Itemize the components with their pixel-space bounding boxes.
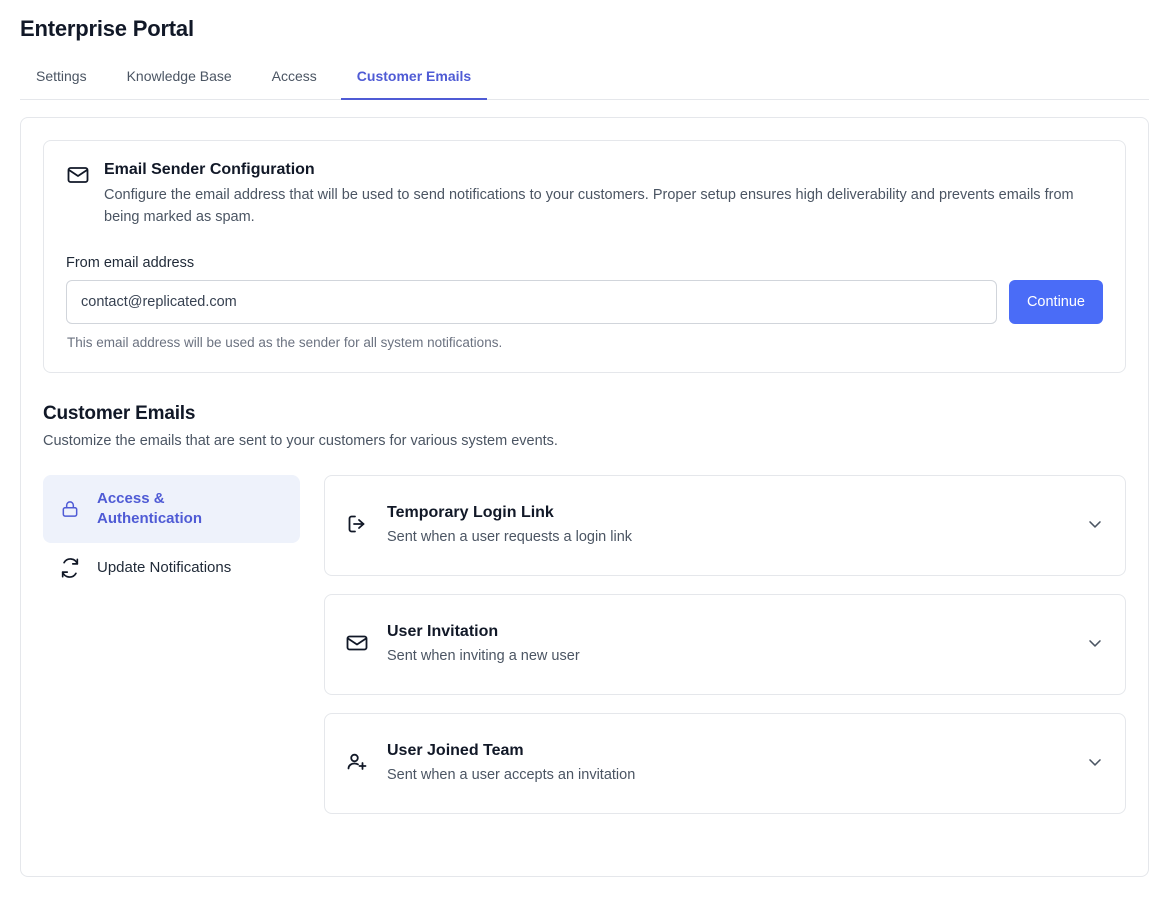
from-email-row: [66, 280, 1103, 324]
chevron-down-icon[interactable]: [1085, 514, 1105, 534]
chevron-down-icon[interactable]: [1085, 633, 1105, 653]
envelope-icon: [66, 161, 90, 192]
email-card-text: [387, 623, 1067, 664]
email-card-title: User Joined Team: [387, 741, 524, 759]
email-card-temporary-login-link[interactable]: [324, 475, 1126, 576]
customer-emails-title: Customer Emails: [43, 402, 196, 424]
from-email-label: From email address: [66, 254, 195, 271]
tab-knowledge-base[interactable]: Knowledge Base: [126, 68, 232, 84]
tab-settings[interactable]: Settings: [36, 68, 87, 84]
email-template-list: [324, 475, 1126, 814]
email-card-user-joined-team[interactable]: [324, 713, 1126, 814]
email-card-text: [387, 742, 1067, 783]
sender-header: [66, 161, 1103, 229]
tab-customer-emails[interactable]: Customer Emails: [341, 58, 487, 100]
refresh-icon: [59, 557, 81, 579]
category-nav: [43, 475, 300, 594]
nav-item-label: Update Notifications: [97, 558, 232, 576]
email-card-title: Temporary Login Link: [387, 503, 554, 521]
customer-emails-layout: [43, 475, 1126, 814]
user-plus-icon: [345, 750, 369, 774]
email-sender-configuration-card: [43, 140, 1126, 373]
email-card-subtitle: Sent when inviting a new user: [387, 647, 580, 664]
email-card-title: User Invitation: [387, 622, 499, 640]
tab-bar: [20, 58, 1149, 100]
nav-item-access-authentication[interactable]: [43, 475, 300, 544]
sender-title: Email Sender Configuration: [104, 161, 315, 178]
nav-item-label: Access & Authentication: [97, 489, 202, 527]
from-email-helper-text: This email address will be used as the sender for all system notifications.: [67, 334, 503, 350]
sender-header-text: [104, 161, 1084, 229]
chevron-down-icon[interactable]: [1085, 752, 1105, 772]
page-title: Enterprise Portal: [20, 16, 194, 41]
email-card-subtitle: Sent when a user requests a login link: [387, 528, 633, 545]
customer-emails-description: Customize the emails that are sent to your customers for various system events.: [43, 432, 558, 449]
email-card-text: [387, 504, 1067, 545]
lock-icon: [59, 499, 81, 519]
tab-access[interactable]: Access: [271, 68, 317, 84]
continue-button[interactable]: Continue: [1009, 280, 1103, 324]
envelope-icon: [345, 631, 369, 655]
email-card-user-invitation[interactable]: [324, 594, 1126, 695]
sender-description: Configure the email address that will be used to send notifications to your customers. Proper setup ensures high deliverability and prevents emails from being marked as spam.: [104, 187, 1074, 225]
content-panel: [20, 117, 1149, 877]
from-email-input[interactable]: [66, 280, 997, 324]
nav-item-update-notifications[interactable]: [43, 543, 300, 593]
login-arrow-icon: [345, 512, 369, 536]
email-card-subtitle: Sent when a user accepts an invitation: [387, 766, 636, 783]
